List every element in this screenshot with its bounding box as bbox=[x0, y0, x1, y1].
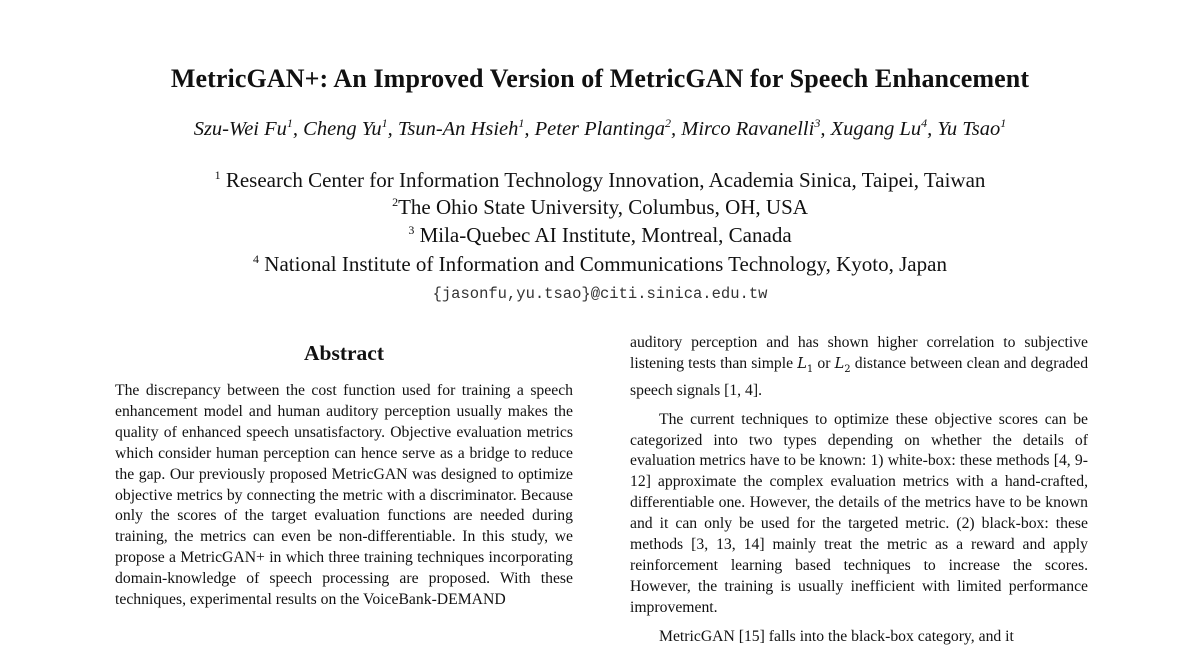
math-subscript: 1 bbox=[806, 363, 814, 375]
author-affiliation-mark: 1 bbox=[518, 116, 525, 130]
intro-paragraph-2: The current techniques to optimize these objective scores can be categorized into two types depending on whether the details of evaluation metrics have to be known: 1) white-box: these methods [4, 9-12] approximate the complex evaluation metrics with a hand-crafted, differentiable one. However, the details of the metrics have to be known and it can only be used for the targeted metric. (2) black-box: these methods [3, 13, 14] mainly treat the metric as a reward and apply reinforcement learning based techniques to increase the scores. However, the training is usually inefficient with limited performance improvement. bbox=[630, 410, 1088, 616]
author-name: Cheng Yu bbox=[303, 118, 382, 140]
l2-norm-symbol bbox=[834, 355, 851, 375]
author-name: Mirco Ravanelli bbox=[681, 118, 815, 140]
affiliation-number: 2 bbox=[392, 195, 399, 209]
abstract-column bbox=[115, 381, 573, 611]
paragraph-text: or bbox=[817, 354, 831, 372]
math-subscript: 2 bbox=[844, 363, 851, 375]
author-affiliation-mark: 1 bbox=[381, 116, 388, 130]
math-base: L bbox=[797, 355, 807, 372]
affiliation-number: 4 bbox=[253, 252, 260, 266]
affiliation-4 bbox=[0, 252, 1200, 277]
author-affiliation-mark: 1 bbox=[1000, 116, 1007, 130]
affiliation-text: National Institute of Information and Communications Technology, Kyoto, Japan bbox=[264, 252, 947, 276]
intro-column bbox=[630, 333, 1088, 648]
author-affiliation-mark: 1 bbox=[286, 116, 293, 130]
math-base: L bbox=[834, 355, 845, 372]
l1-norm-symbol bbox=[797, 355, 814, 375]
author-name: Xugang Lu bbox=[830, 118, 922, 140]
author-name: Yu Tsao bbox=[937, 118, 1001, 140]
author-name: Tsun-An Hsieh bbox=[397, 118, 519, 140]
affiliation-number: 3 bbox=[408, 223, 415, 237]
affiliation-text: The Ohio State University, Columbus, OH, USA bbox=[398, 195, 808, 219]
author-affiliation-mark: 4 bbox=[921, 116, 928, 130]
affiliation-3 bbox=[0, 223, 1200, 248]
abstract-paragraph: The discrepancy between the cost function used for training a speech enhancement model and human auditory perception usually makes the quality of enhanced speech unsatisfactory. Objective evaluation metrics which consider human perception can hence serve as a bridge to reduce the gap. Our previously proposed MetricGAN was designed to optimize objective metrics by connecting the metric with a discriminator. Because only the scores of the target evaluation functions are needed during training, the metrics can even be non-differentiable. In this study, we propose a MetricGAN+ in which three training techniques incorporating domain-knowledge of speech processing are proposed. With these techniques, experimental results on the VoiceBank-DEMAND bbox=[115, 382, 573, 609]
author-name: Szu-Wei Fu bbox=[193, 118, 287, 140]
paragraph-text: auditory perception and has shown higher correlation to subjective listening tests than simple bbox=[630, 334, 1088, 372]
affiliation-1 bbox=[0, 168, 1200, 193]
author-email: {jasonfu,yu.tsao}@citi.sinica.edu.tw bbox=[432, 285, 768, 303]
abstract-heading: Abstract bbox=[303, 341, 384, 365]
paragraph-text: distance between clean and degraded speech signals [1, 4]. bbox=[630, 354, 1089, 399]
author-name: Peter Plantinga bbox=[534, 118, 666, 140]
intro-paragraph-1 bbox=[630, 333, 1088, 402]
affiliation-2 bbox=[0, 195, 1200, 220]
affiliation-text: Research Center for Information Technology Innovation, Academia Sinica, Taipei, Taiwan bbox=[225, 168, 986, 192]
affiliation-number: 1 bbox=[214, 168, 221, 182]
paper-title: MetricGAN+: An Improved Version of MetricGAN for Speech Enhancement bbox=[170, 64, 1030, 93]
author-list: Szu-Wei Fu$^1$, Cheng Yu$^1$, Tsun-An Hsieh$^1$, Peter Plantinga$^2$, Mirco Ravanelli$^3$, Xugang Lu$^4$, Yu Tsao$^1$ bbox=[193, 116, 1007, 140]
affiliation-text: Mila-Quebec AI Institute, Montreal, Canada bbox=[419, 223, 792, 247]
author-affiliation-mark: 3 bbox=[814, 116, 821, 130]
author-affiliation-mark: 2 bbox=[665, 116, 672, 130]
intro-paragraph-3: MetricGAN [15] falls into the black-box category, and it bbox=[659, 627, 1014, 645]
